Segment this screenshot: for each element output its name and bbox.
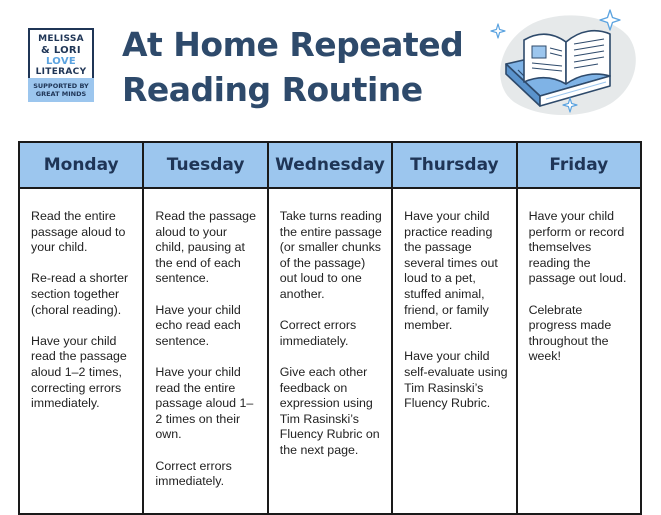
page-title [122,22,463,112]
logo-line-3: LITERACY [35,67,87,77]
day-header-wednesday: Wednesday [268,142,392,188]
instruction-text: Read the entire passage aloud to your child. [31,209,126,255]
page-title-line-2: Reading Routine [122,70,423,109]
day-header-thursday: Thursday [392,142,516,188]
routine-table [18,141,642,515]
instruction-text: Correct errors immediately. [279,318,357,348]
page-title-line-1: At Home Repeated [122,25,464,64]
instruction-text: Have your child read the passage aloud 1–2 times, correcting errors immediately. [31,333,127,411]
instruction-text: Give each other feedback on expression using Tim Rasinski’s Fluency Rubric on the next page. [279,364,380,457]
open-book-icon [488,6,638,124]
instruction-text: Have your child read the entire passage aloud 1–2 times on their own. [155,364,254,442]
day-header-friday: Friday [517,142,641,188]
logo-band-line-1: SUPPORTED BY [33,82,89,90]
logo-supported-band [28,78,94,102]
instruction-text: Have your child echo read each sentence. [155,302,241,348]
logo-amp: & LORI [41,45,81,56]
day-cell-friday [517,188,641,514]
sparkle-icon [491,24,505,38]
logo-line-2 [30,45,92,67]
logo-love: LOVE [45,56,77,67]
day-header-tuesday: Tuesday [143,142,267,188]
instruction-text: Read the passage aloud to your child, pausing at the end of each sentence. [155,209,256,286]
instruction-text: Have your child self-evaluate using Tim Rasinski’s Fluency Rubric. [404,349,508,411]
logo-band-line-2: GREAT MINDS [35,90,87,98]
brand-logo [28,28,94,102]
table-row [19,188,641,514]
instruction-text: Have your child practice reading the passage several times out loud to a pet, stuffed animal, friend, or family member. [404,209,498,333]
day-cell-thursday [392,188,516,514]
day-cell-monday [19,188,143,514]
instruction-text: Take turns reading the entire passage (or smaller chunks of the passage) out loud to one another. [279,209,382,301]
instruction-text: Celebrate progress made throughout the week! [528,302,612,364]
table-header-row [19,142,641,188]
instruction-text: Have your child perform or record themselves reading the passage out loud. [528,209,627,286]
logo-line-1: MELISSA [38,34,84,44]
instruction-text: Correct errors immediately. [155,458,232,489]
day-cell-wednesday [268,188,392,514]
day-cell-tuesday [143,188,267,514]
day-header-monday: Monday [19,142,143,188]
instruction-text: Re-read a shorter section together (choral reading). [31,271,129,317]
